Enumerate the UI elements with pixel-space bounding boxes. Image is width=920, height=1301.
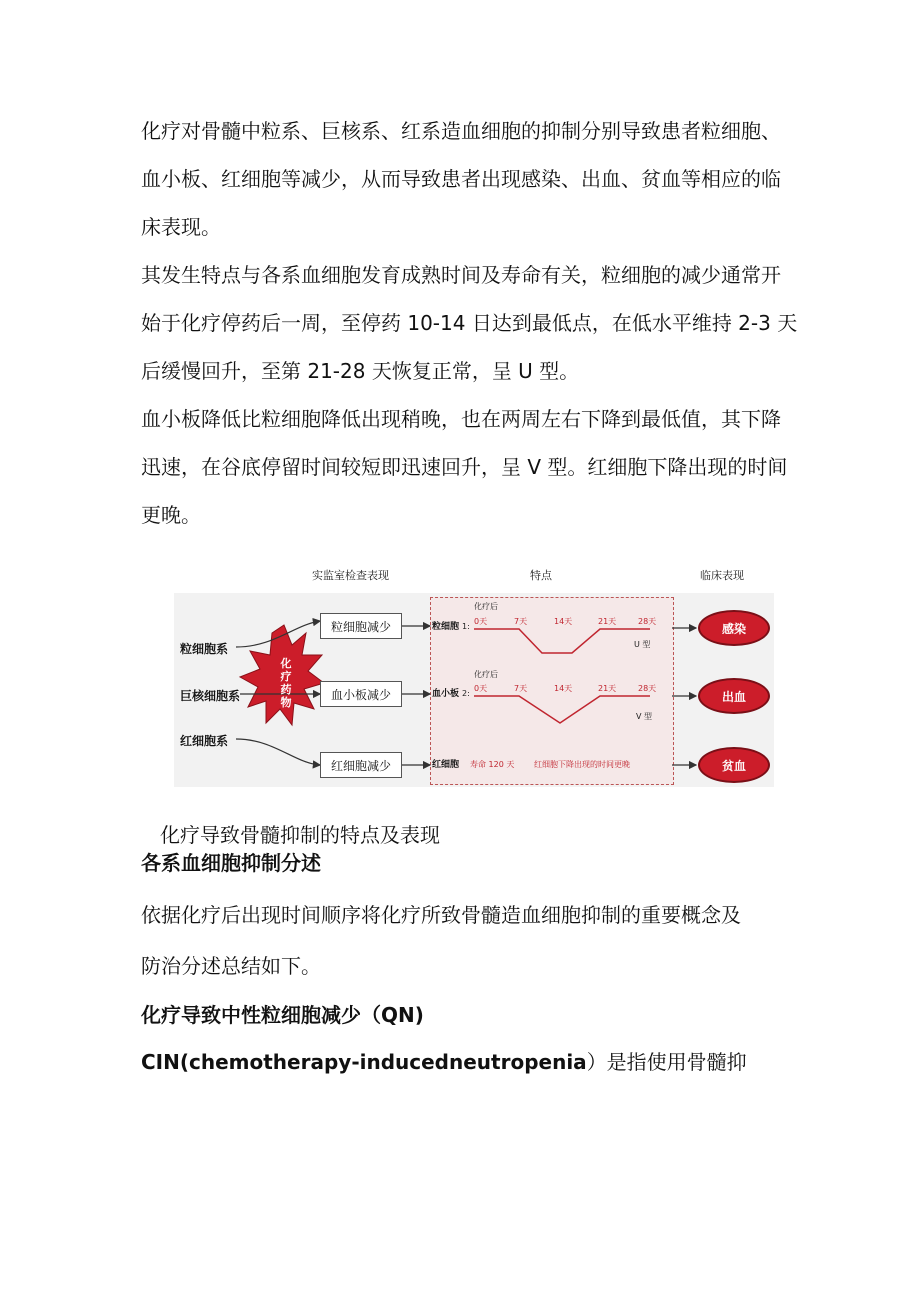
paragraph-3: [141, 395, 801, 539]
neutrophil-day-28: 28天: [638, 617, 657, 626]
system-megakaryocyte: 巨核细胞系: [180, 689, 241, 703]
system-neutrophil: 粒细胞系: [180, 642, 229, 656]
text-line: 血小板、红细胞等减少，从而导致患者出现感染、出血、贫血等相应的临: [141, 167, 781, 191]
system-erythroid: 红细胞系: [180, 734, 229, 748]
arrow-erythroid-system: [236, 739, 320, 765]
paragraph-1: [141, 107, 801, 251]
paragraph-2: [141, 251, 801, 395]
cin-term: CIN(chemotherapy-inducedneutropenia: [141, 1050, 587, 1074]
section-heading-2: 化疗导致中性粒细胞减少（QN): [141, 1003, 424, 1027]
neutrophil-u-curve: [474, 629, 650, 653]
drug-label: [274, 657, 298, 709]
neutrophil-day-0: 0天: [474, 617, 488, 626]
section-heading-1: 各系血细胞抑制分述: [141, 851, 321, 875]
column-header-lab: 实监室检查表现: [312, 569, 389, 582]
drug-label-char: 药: [280, 683, 292, 696]
text-line: 始于化疗停药后一周，至停药 10-14 日达到最低点，在低水平维持 2-3 天: [141, 311, 798, 335]
column-header-features: 特点: [530, 569, 552, 582]
neutrophil-day-14: 14天: [554, 617, 573, 626]
neutrophil-marker: 1:: [462, 622, 470, 631]
text-line: 更晚。: [141, 503, 201, 527]
bone-marrow-suppression-figure: [174, 563, 774, 793]
rbc-life: 寿命 120 天: [470, 760, 515, 769]
text-line: 血小板降低比粒细胞降低出现稍晚，也在两周左右下降到最低值，其下降: [141, 407, 781, 431]
text-line: 床表现。: [141, 215, 221, 239]
column-header-clinical: 临床表现: [700, 569, 744, 582]
drug-label-char: 物: [280, 696, 292, 709]
platelet-type: V 型: [636, 712, 653, 721]
drug-label-char: 化: [280, 657, 292, 670]
text-line: 化疗对骨髓中粒系、巨核系、红系造血细胞的抑制分别导致患者粒细胞、: [141, 119, 781, 143]
platelet-label: 血小板: [432, 689, 460, 699]
text-line: 后缓慢回升，至第 21-28 天恢复正常，呈 U 型。: [141, 359, 580, 383]
lab-box-thrombocytopenia: 血小板减少: [320, 681, 402, 707]
platelet-v-curve: [474, 696, 653, 723]
paragraph-5-line-1: [141, 1046, 747, 1075]
platelet-day-14: 14天: [554, 684, 573, 693]
paragraph-4-line-1: 依据化疗后出现时间顺序将化疗所致骨髓造血细胞抑制的重要概念及: [141, 903, 741, 927]
figure-graphics: [174, 563, 774, 793]
text-line: 迅速，在谷底停留时间较短即迅速回升，呈 V 型。红细胞下降出现的时间: [141, 455, 788, 479]
rbc-note: 红细胞下降出现的时间更晚: [534, 760, 630, 769]
platelet-marker: 2:: [462, 689, 470, 698]
platelet-day-7: 7天: [514, 684, 528, 693]
neutrophil-day-7: 7天: [514, 617, 528, 626]
neutrophil-type: U 型: [634, 640, 651, 649]
platelet-day-0: 0天: [474, 684, 488, 693]
outcome-infection: 感染: [698, 610, 770, 646]
platelet-after-label: 化疗后: [474, 670, 498, 679]
platelet-day-21: 21天: [598, 684, 617, 693]
cin-definition: ）是指使用骨髓抑: [586, 1050, 747, 1074]
platelet-day-28: 28天: [638, 684, 657, 693]
text-line: 其发生特点与各系血细胞发育成熟时间及寿命有关，粒细胞的减少通常开: [141, 263, 781, 287]
figure-caption: 化疗导致骨髓抑制的特点及表现: [160, 823, 440, 847]
neutrophil-after-label: 化疗后: [474, 602, 498, 611]
rbc-label: 红细胞: [432, 760, 460, 770]
lab-box-anemia: 红细胞减少: [320, 752, 402, 778]
outcome-anemia: 贫血: [698, 747, 770, 783]
lab-box-neutropenia: 粒细胞减少: [320, 613, 402, 639]
neutrophil-label: 粒细胞: [432, 622, 460, 632]
outcome-bleeding: 出血: [698, 678, 770, 714]
paragraph-4-line-2: 防治分述总结如下。: [141, 954, 321, 978]
neutrophil-day-21: 21天: [598, 617, 617, 626]
drug-label-char: 疗: [280, 670, 292, 683]
